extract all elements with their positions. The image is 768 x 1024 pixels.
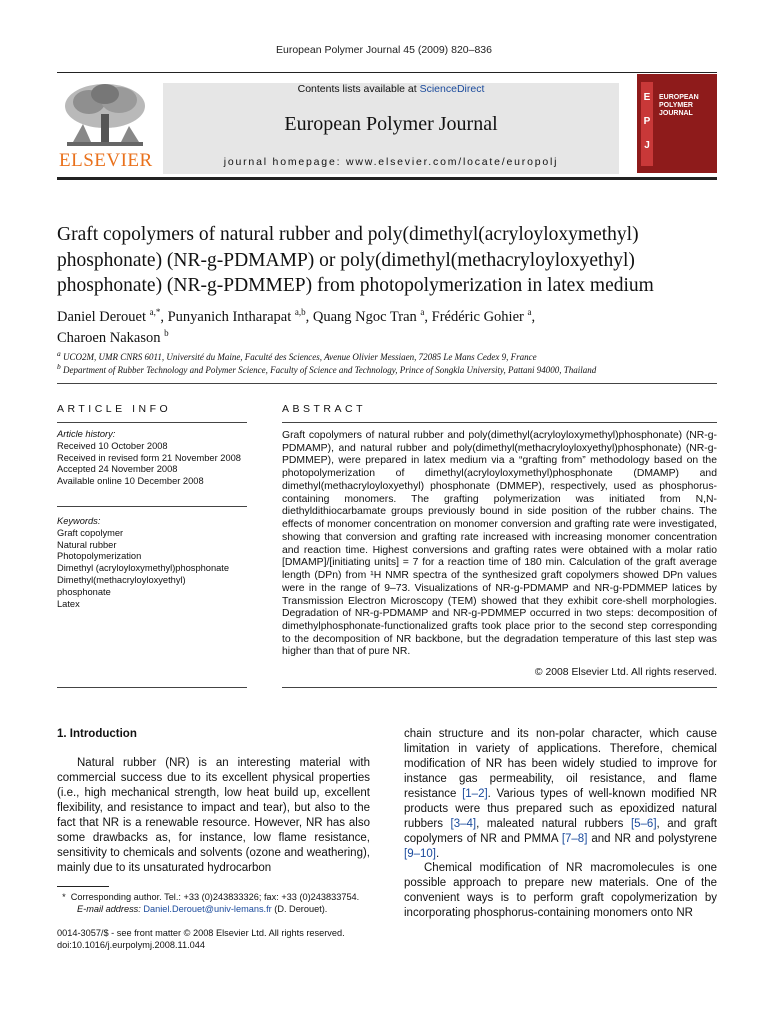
author-affil-sup: b	[164, 328, 169, 339]
history-item: Accepted 24 November 2008	[57, 464, 178, 475]
affiliation-text: Department of Rubber Technology and Polymer Science, Faculty of Science and Technology, Prince of Songkla University, Pattani 94000, Thailand	[63, 365, 597, 375]
body-paragraph	[404, 727, 717, 861]
author-name[interactable]: Punyanich Intharapat	[167, 308, 292, 325]
journal-cover-thumbnail[interactable]	[637, 74, 717, 173]
article-title: Graft copolymers of natural rubber and poly(dimethyl(acryloyloxymethyl) phosphonate) (NR-g-PDMAMP) or poly(dimethyl(methacryloyloxyethyl) phosphonate) (NR-g-PDMMEP) from photopolymerization in latex medium	[57, 224, 654, 297]
text-run: chain structure and its non-polar character, which cause limitation in variety of applications. Therefore, chemical modification of NR has been widely studied to improve for instance gas permeability, oil resistance, and flame resistance	[404, 728, 717, 800]
masthead	[57, 74, 717, 174]
cover-title: EUROPEAN POLYMER JOURNAL	[659, 94, 699, 118]
keyword: Latex	[57, 598, 80, 609]
abstract-heading: ABSTRACT	[282, 403, 367, 415]
affiliation	[57, 362, 737, 375]
affiliation-sup: a	[57, 349, 61, 358]
journal-title: European Polymer Journal	[284, 113, 498, 135]
text-run: , and graft copolymers of NR and PMMA	[404, 817, 717, 845]
footnote-rule	[57, 886, 109, 887]
contents-prefix: Contents lists available at	[297, 83, 420, 95]
reference-link[interactable]: [1–2]	[462, 787, 488, 800]
body-paragraph: Natural rubber (NR) is an interesting material with commercial success due to its excellent physical properties (i.e., high mechanical strength, low heat build up, excellent flexibility, and resistance to impact and tear), but also to the fact that NR is a renewable resource. However, NR has also some drawbacks as, for instance, low flame resistance, sensitivity to chemicals and solvents (ozone and weathering), mainly due to its unsaturated hydrocarbon	[57, 757, 370, 874]
history-item: Available online 10 December 2008	[57, 476, 204, 487]
author-name[interactable]: Quang Ngoc Tran	[312, 308, 417, 325]
journal-reference: European Polymer Journal 45 (2009) 820–836	[276, 44, 492, 56]
keywords-label: Keywords:	[57, 516, 101, 526]
author-list: Daniel Derouet $^{a,*}$, Punyanich Intharapat $^{a,b}$, Quang Ngoc Tran $^a$, Frédéric Gohier $^a$, Charoen Nakason $^b$	[57, 307, 536, 346]
email-label: E-mail address:	[77, 903, 144, 914]
info-bottom-divider	[57, 687, 247, 688]
body-paragraph: Chemical modification of NR macromolecules is one possible approach to prepare new materials. One of the convenient ways is to perform graft copolymerization by incorporating phosphorus-containing monomers onto NR	[404, 862, 717, 920]
history-item: Received 10 October 2008	[57, 440, 168, 451]
author-affil-sup: a,b	[294, 307, 306, 317]
keyword: Dimethyl (acryloyloxymethyl)phosphonate	[57, 563, 230, 574]
history-divider	[57, 506, 247, 507]
abstract-bottom-divider	[282, 687, 717, 688]
email-line	[57, 904, 375, 916]
text-run: .	[435, 847, 440, 860]
text-run: and NR and polystyrene	[587, 832, 717, 845]
issn-line: 0014-3057/$ - see front matter © 2008 Elsevier Ltd. All rights reserved.	[57, 928, 345, 938]
keyword: Photopolymerization	[57, 551, 142, 562]
doi-line[interactable]: doi:10.1016/j.eurpolymj.2008.11.044	[57, 939, 205, 950]
section-heading: 1. Introduction	[57, 728, 137, 740]
reference-link[interactable]: [3–4]	[450, 817, 477, 830]
affil-divider	[57, 383, 717, 384]
article-history	[57, 429, 247, 488]
author-name[interactable]: Frédéric Gohier	[431, 308, 524, 325]
author-name[interactable]: Daniel Derouet	[57, 308, 146, 325]
body-right-column	[404, 727, 717, 921]
body-left-column	[57, 756, 370, 876]
affiliation-sup: b	[57, 362, 61, 371]
info-divider	[57, 422, 247, 423]
affiliation	[57, 349, 737, 362]
author-affil-sup: a	[527, 307, 532, 317]
keyword: Graft copolymer	[57, 527, 124, 538]
corresponding-author-note: * Corresponding author. Tel.: +33 (0)243833326; fax: +33 (0)243833754.	[57, 892, 360, 902]
text-run: , maleated natural rubbers	[476, 817, 631, 830]
copyright-notice: © 2008 Elsevier Ltd. All rights reserved.	[534, 667, 717, 678]
journal-homepage[interactable]: journal homepage: www.elsevier.com/locate/europolj	[223, 156, 559, 168]
keywords	[57, 516, 247, 610]
contents-line	[163, 83, 619, 95]
sciencedirect-link[interactable]: ScienceDirect	[419, 83, 485, 95]
text-run: . Various types of well-known modified NR products were thus prepared such as epoxidized natural rubbers	[404, 787, 717, 830]
affiliation-text: UCO2M, UMR CNRS 6011, Université du Maine, Faculté des Sciences, Avenue Olivier Messiaen, 72085 Le Mans Cedex 9, France	[63, 352, 537, 362]
corresponding-text: Corresponding author. Tel.: +33 (0)243833326; fax: +33 (0)243833754.	[70, 892, 360, 902]
elsevier-tree-icon	[59, 80, 151, 150]
reference-link[interactable]: [5–6]	[630, 817, 657, 830]
keyword: Dimethyl(methacryloyloxyethyl)	[57, 574, 186, 585]
author-name[interactable]: Charoen Nakason	[57, 329, 161, 346]
author-affil-sup: a,*	[149, 307, 161, 317]
cover-letter-e: E	[643, 92, 651, 103]
publisher-name: ELSEVIER	[59, 150, 153, 171]
keyword: Natural rubber	[57, 539, 117, 550]
history-label: Article history:	[57, 429, 116, 439]
abstract-divider	[282, 422, 717, 423]
corresponding-footnote	[57, 892, 375, 916]
cover-letter-p: P	[643, 116, 651, 127]
history-item: Received in revised form 21 November 2008	[57, 452, 241, 463]
journal-banner	[163, 83, 619, 174]
header-bottom-rule	[57, 177, 717, 180]
abstract-text: Graft copolymers of natural rubber and poly(dimethyl(acryloyloxymethyl)phosphonate) (NR-g-PDMAMP), and natural rubber and poly(dimethyl(methacryloyloxyethyl)phosphonate) (NR-g-PDMMEP), were prepared in latex medium via a “grafting from” methodology based on the photopolymerization of dimethyl(acryloyloxymethyl)phosphonate (DMAMP) and dimethyl(methacryloyloxyethyl) phosphonate (DMMEP), respectively, used as phosphorus-containing monomers. The grafting polymerization was initiated from N,N-diethyldithiocarbamate groups previously bound in side position of the rubber chains. The effects of monomer concentration on monomer conversion and grafting rate were investigated, showing that conversion and grafting rate increased with increasing monomer concentration and reaction time. Highest conversions and grafting rates were obtained with a molar ratio [DMAMP]/[initiating units] = 7 for a reaction time of 180 min. Calculation of the graft average length (DPn) from ¹H NMR spectra of the synthesized graft copolymers showed DPn values were in the range of 9–73. Visualizations of NR-g-PDMAMP and NR-g-PDMMEP latices by Transmission Electron Microscopy (TEM) showed that they exhibit core-shell morphologies. Degradation of NR-g-PDMAMP and NR-g-PDMMEP occurred in two steps: decomposition of dimethylphosphonate-functionalized grafts took place prior to the second step corresponding to the decomposition of NR backbone, but the degradation temperature of this last step was higher than that of pure NR.	[282, 430, 717, 658]
front-matter-notice	[57, 928, 375, 952]
reference-link[interactable]: [9–10]	[404, 847, 436, 860]
header-top-rule	[57, 72, 717, 73]
author-affil-sup: a	[420, 307, 425, 317]
cover-letter-j: J	[644, 140, 650, 151]
email-suffix: (D. Derouet).	[271, 903, 328, 914]
reference-link[interactable]: [7–8]	[561, 832, 588, 845]
email-link[interactable]: Daniel.Derouet@univ-lemans.fr	[143, 903, 272, 914]
article-info-heading: ARTICLE INFO	[57, 403, 172, 415]
elsevier-logo[interactable]	[59, 80, 151, 172]
keyword: phosphonate	[57, 586, 111, 597]
